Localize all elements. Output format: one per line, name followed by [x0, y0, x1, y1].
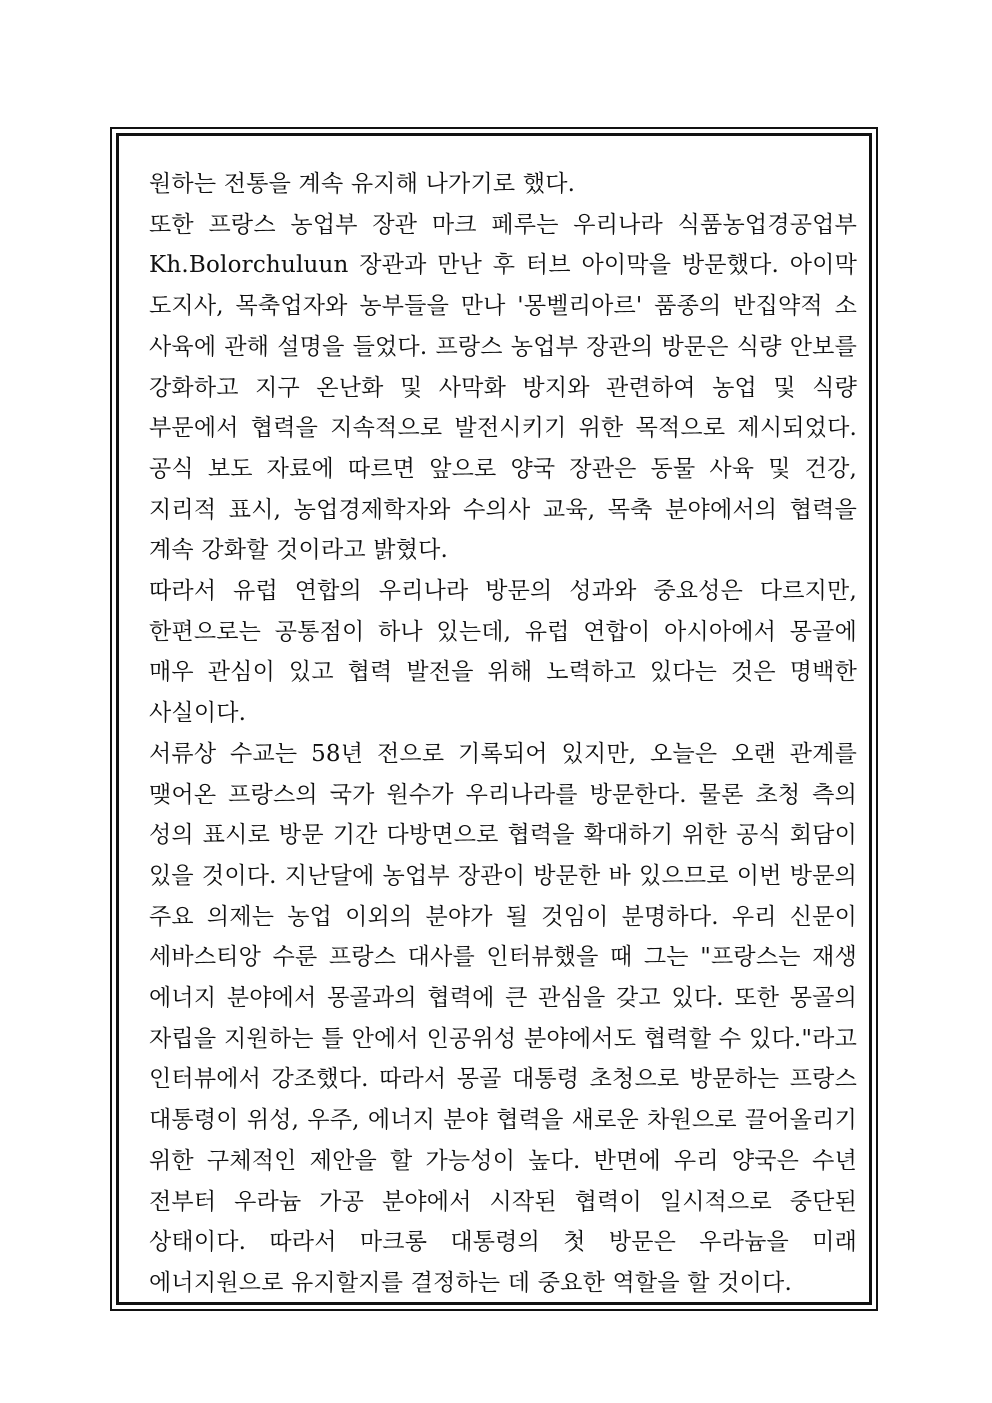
paragraph-eu-interest: 따라서 유럽 연합의 우리나라 방문의 성과와 중요성은 다르지만, 한편으로는 공통점이 하나 있는데, 유럽 연합이 아시아에서 몽골에 매우 관심이 있고 협력 발전을 위해 노력하고 있다는 것은 명백한 사실이다.: [149, 578, 857, 727]
page-border-inner: [116, 133, 872, 1305]
document-body: [149, 164, 857, 1304]
paragraph-france-president-visit: 서류상 수교는 58년 전으로 기록되어 있지만, 오늘은 오랜 관계를 맺어온 프랑스의 국가 원수가 우리나라를 방문한다. 물론 초청 측의 성의 표시로 방문 기간 다방면으로 협력을 확대하기 위한 공식 회담이 있을 것이다. 지난달에 농업부 장관이 방문한 바 있으므로 이번 방문의 주요 의제는 농업 이외의 분야가 될 것임이 분명하다. 우리 신문이 세바스티앙 수룬 프랑스 대사를 인터뷰했을 때 그는 "프랑스는 재생 에너지 분야에서 몽골과의 협력에 큰 관심을 갖고 있다. 또한 몽골의 자립을 지원하는 틀 안에서 인공위성 분야에서도 협력할 수 있다."라고 인터뷰에서 강조했다. 따라서 몽골 대통령 초청으로 방문하는 프랑스 대통령이 위성, 우주, 에너지 분야 협력을 새로운 차원으로 끌어올리기 위한 구체적인 제안을 할 가능성이 높다. 반면에 우리 양국은 수년 전부터 우라늄 가공 분야에서 시작된 협력이 일시적으로 중단된 상태이다. 따라서 마크롱 대통령의 첫 방문은 우라늄을 미래 에너지원으로 유지할지를 결정하는 데 중요한 역할을 할 것이다.: [149, 740, 857, 1296]
paragraph-agriculture-minister-visit: 또한 프랑스 농업부 장관 마크 페루는 우리나라 식품농업경공업부 Kh.Bolorchuluun 장관과 만난 후 터브 아이막을 방문했다. 아이막 도지사, 목축업자와 농부들을 만나 '몽벨리아르' 품종의 반집약적 소 사육에 관해 설명을 들었다. 프랑스 농업부 장관의 방문은 식량 안보를 강화하고 지구 온난화 및 사막화 방지와 관련하여 농업 및 식량 부문에서 협력을 지속적으로 발전시키기 위한 목적으로 제시되었다. 공식 보도 자료에 따르면 앞으로 양국 장관은 동물 사육 및 건강, 지리적 표시, 농업경제학자와 수의사 교육, 목축 분야에서의 협력을 계속 강화할 것이라고 밝혔다.: [149, 211, 857, 564]
page-border-outer: [110, 127, 878, 1311]
paragraph-continuation: 원하는 전통을 계속 유지해 나가기로 했다.: [149, 171, 576, 197]
